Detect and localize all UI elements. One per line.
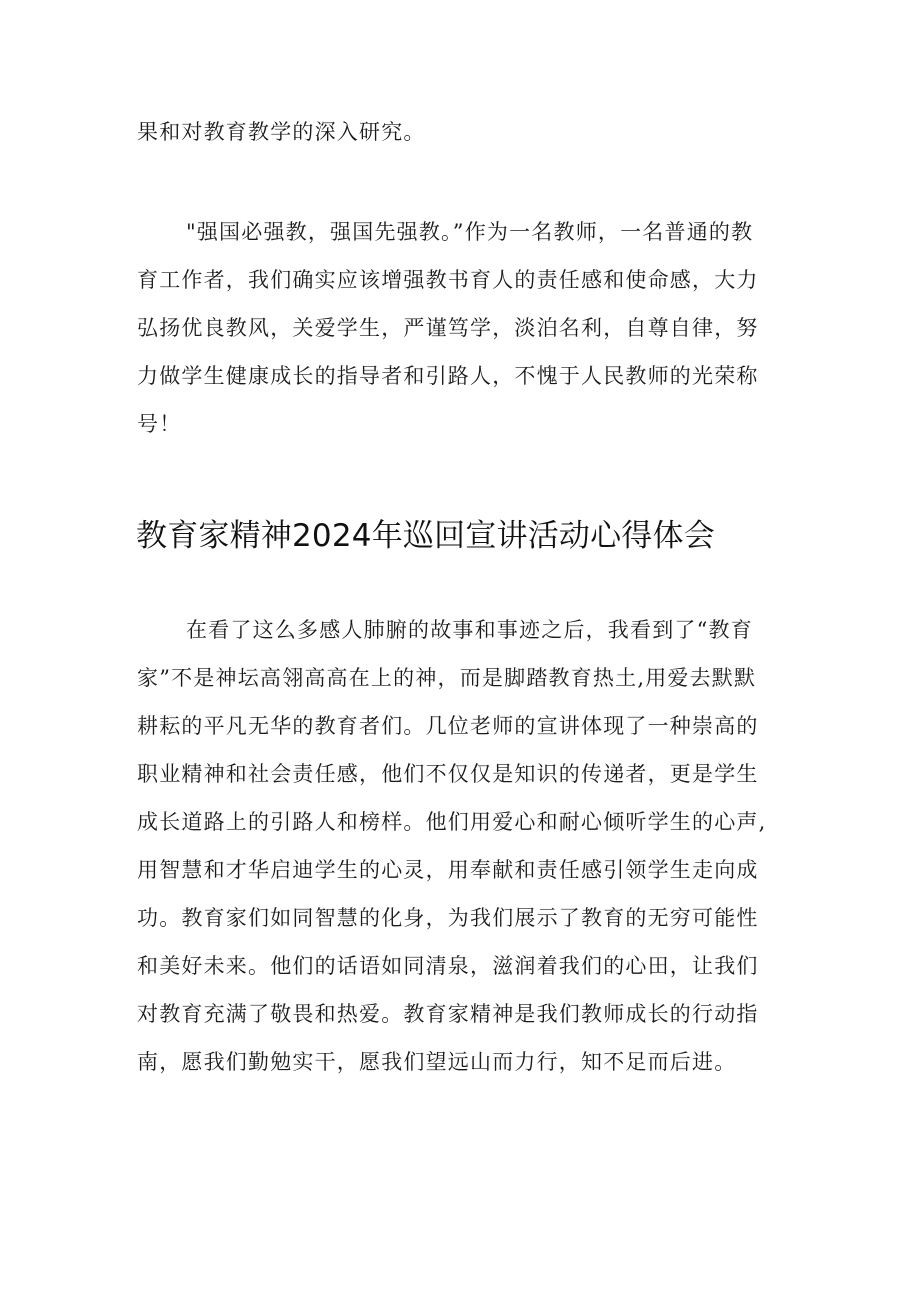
paragraph-3-line: 和美好未来。他们的话语如同清泉，滋润着我们的心田，让我们 (137, 954, 759, 978)
paragraph-3-line: 家”不是神坛高翎高高在上的神，而是脚踏教育热土,用爱去默默 (137, 666, 757, 690)
paragraph-3-line: 耕耘的平凡无华的教育者们。几位老师的宣讲体现了一种崇高的 (137, 714, 759, 738)
paragraph-3-line: 对教育充满了敬畏和热爱。教育家精神是我们教师成长的行动指 (137, 1002, 759, 1026)
paragraph-1-line: 果和对教育教学的深入研究。 (137, 120, 426, 144)
paragraph-2-line: "强国必强教，强国先强教。”作为一名教师，一名普通的教 (186, 220, 754, 244)
paragraph-2-line: 弘扬优良教风，关爱学生，严谨笃学，淡泊名利，自尊自律，努 (137, 316, 759, 340)
paragraph-3-line: 用智慧和才华启迪学生的心灵，用奉献和责任感引领学生走向成 (137, 858, 759, 882)
paragraph-3-line: 功。教育家们如同智慧的化身，为我们展示了教育的无穷可能性 (137, 906, 759, 930)
paragraph-3-line: 职业精神和社会责任感，他们不仅仅是知识的传递者，更是学生 (137, 762, 759, 786)
paragraph-3-line: 在看了这么多感人肺腑的故事和事迹之后，我看到了“教育 (186, 618, 753, 642)
paragraph-3-line: 成长道路上的引路人和榜样。他们用爱心和耐心倾听学生的心声, (137, 810, 767, 834)
paragraph-2-line: 号！ (137, 412, 182, 436)
paragraph-2-line: 育工作者，我们确实应该增强教书育人的责任感和使命感，大力 (137, 268, 759, 292)
section-heading: 教育家精神2024年巡回宣讲活动心得体会 (136, 518, 715, 554)
paragraph-3-line: 南，愿我们勤勉实干，愿我们望远山而力行，知不足而后进。 (137, 1050, 737, 1074)
paragraph-2-line: 力做学生健康成长的指导者和引路人，不愧于人民教师的光荣称 (137, 364, 759, 388)
